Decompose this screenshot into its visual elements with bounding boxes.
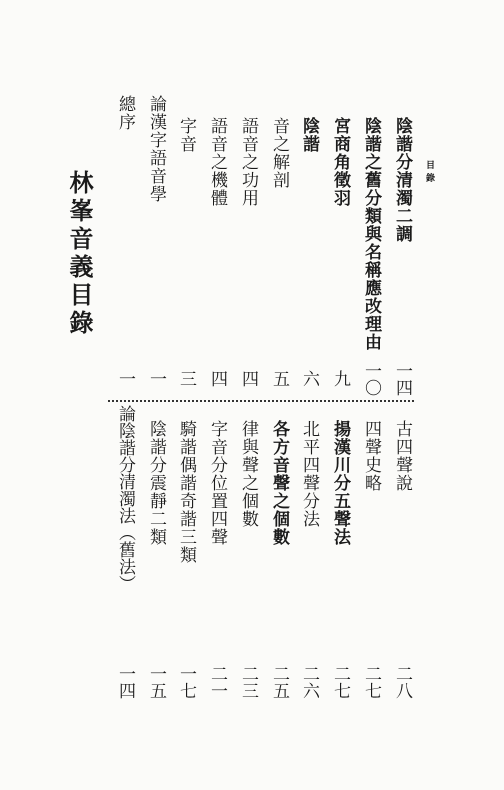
toc-entry-title: 四聲史略 [361, 420, 381, 492]
toc-entry-title: 字音 [176, 117, 196, 153]
toc-page-number: 一 [115, 370, 135, 387]
section-divider [108, 400, 414, 402]
toc-page-number: 一七 [176, 665, 196, 699]
toc-entry-title: 古四聲說 [392, 420, 412, 492]
book-title: 林峯音義目錄 [65, 170, 94, 338]
toc-page-number: 二七 [361, 665, 381, 699]
toc-entry-title: 陰諧 [299, 117, 319, 153]
toc-page-number: 四 [238, 370, 258, 387]
toc-page-number: 三 [176, 370, 196, 387]
toc-page-number: 二一 [207, 665, 227, 699]
toc-page-number: 一四 [115, 665, 135, 699]
toc-page-number: 一四 [392, 362, 412, 396]
toc-entry-title: 律與聲之個數 [238, 420, 258, 528]
toc-entry-title: 語音之功用 [238, 117, 258, 207]
toc-page-number: 二七 [330, 665, 350, 699]
toc-entry-title: 論陰諧分清濁法（舊法） [115, 405, 135, 592]
toc-entry-title: 陰諧分震靜二類 [146, 420, 166, 546]
toc-entry-title: 陰諧分清濁二調 [392, 117, 412, 243]
toc-page-number: 二五 [269, 665, 289, 699]
toc-page-number: 六 [299, 370, 319, 387]
toc-entry-title: 總序 [115, 95, 135, 131]
toc-page-number: 一五 [146, 665, 166, 699]
header-label: 目錄 [424, 160, 434, 186]
toc-entry-title: 騎諧偶諧奇諧三類 [176, 420, 196, 564]
toc-page-number: 一〇 [361, 362, 381, 396]
toc-page-number: 九 [330, 370, 350, 387]
toc-page-number: 二八 [392, 665, 412, 699]
toc-entry-title: 論漢字語音學 [146, 95, 166, 203]
toc-entry-title: 揚漢川分五聲法 [330, 420, 350, 546]
toc-page-number: 五 [269, 370, 289, 387]
toc-entry-title: 字音分位置四聲 [207, 420, 227, 546]
toc-page-number: 二六 [299, 665, 319, 699]
toc-entry-title: 宮商角徵羽 [330, 117, 350, 207]
toc-page-number: 一 [146, 370, 166, 387]
toc-entry-title: 語音之機體 [207, 117, 227, 207]
toc-page-number: 四 [207, 370, 227, 387]
toc-entry-title: 音之解剖 [269, 117, 289, 189]
toc-entry-title: 各方音聲之個數 [269, 420, 289, 546]
toc-entry-title: 陰諧之舊分類與名稱應改理由 [361, 117, 381, 351]
toc-page-number: 二三 [238, 665, 258, 699]
toc-entry-title: 北平四聲分法 [299, 420, 319, 528]
